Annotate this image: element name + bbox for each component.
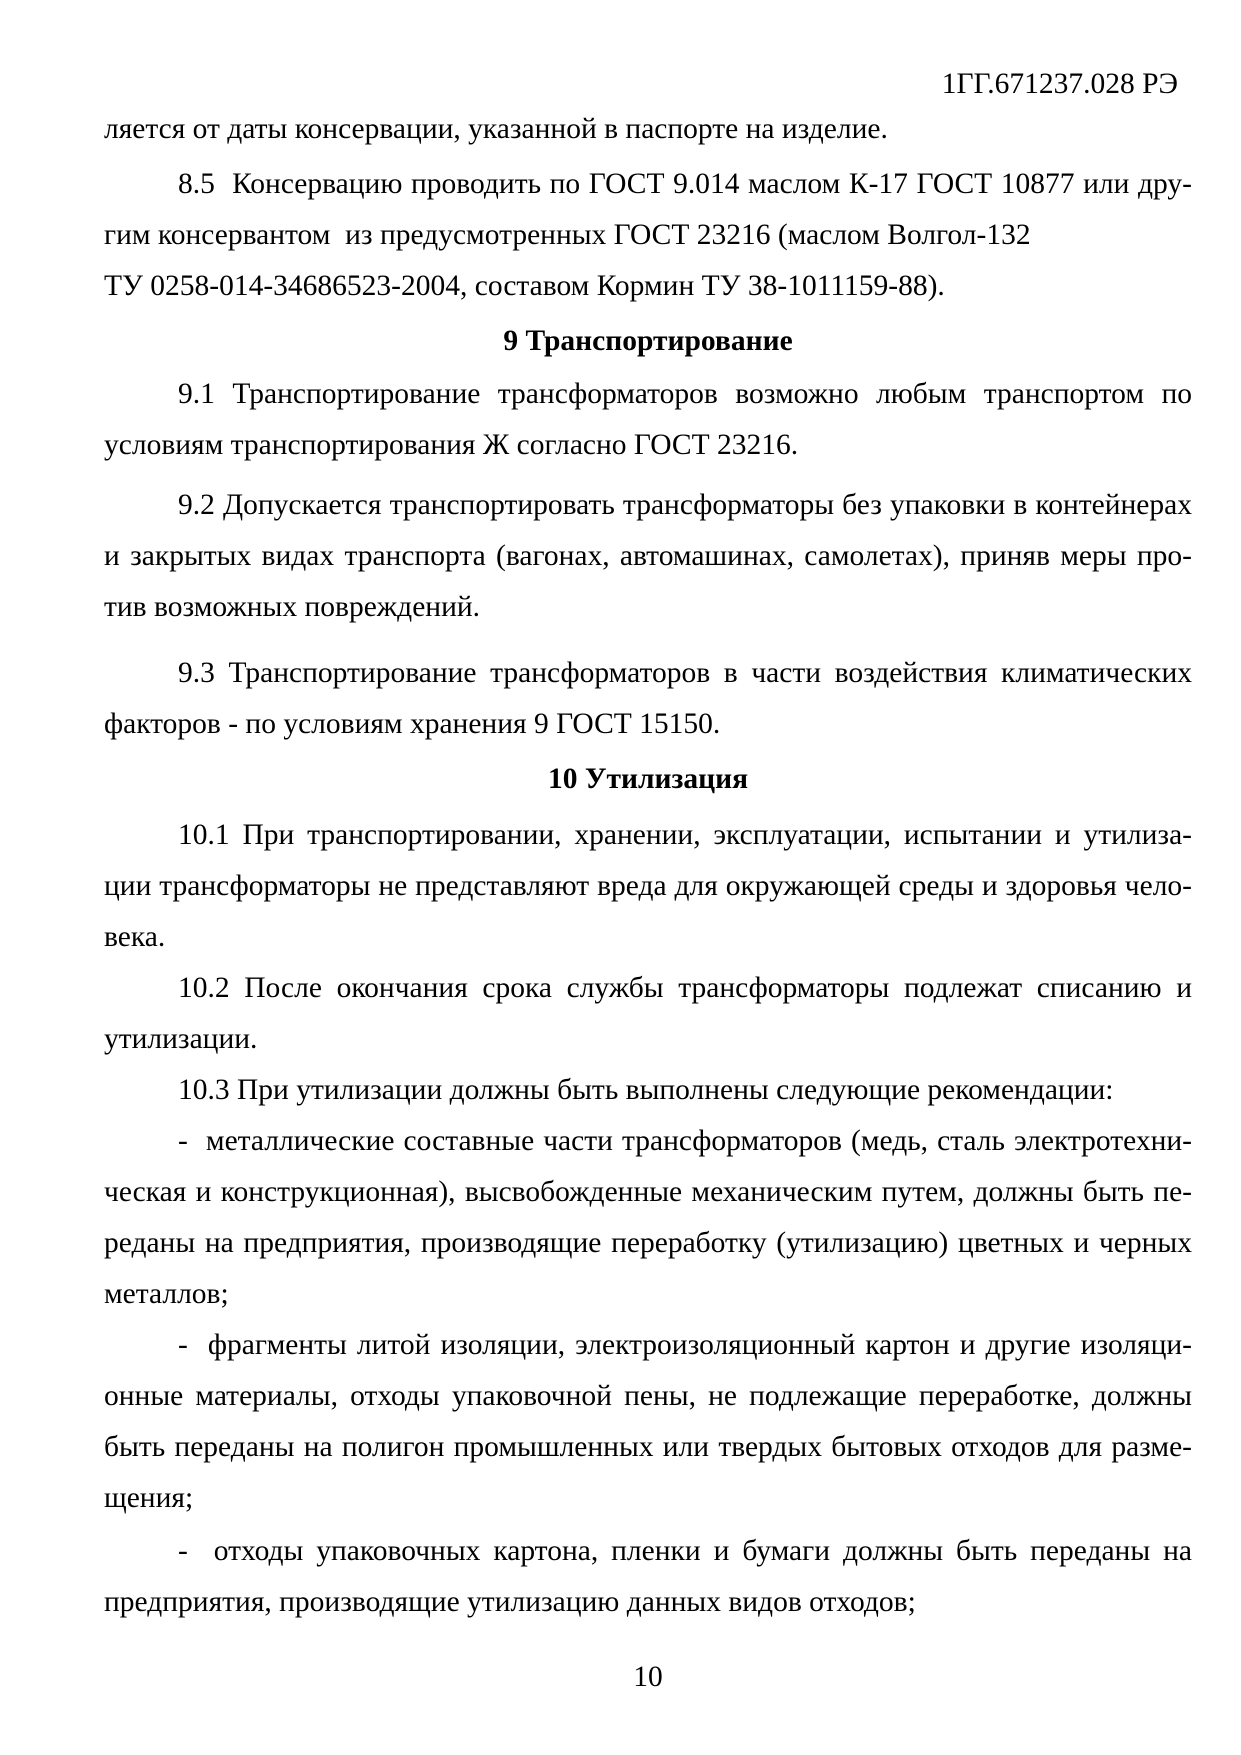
text-line: 10.2 После окончания срока службы трансформаторы подлежат списанию и [178,972,1192,1004]
text-line: и закрытых видах транспорта (вагонах, автомашинах, самолетах), приняв меры про- [104,540,1192,572]
bullet-line: - фрагменты литой изоляции, электроизоляционный картон и другие изоляци- [178,1329,1192,1361]
text-line: 9.1 Транспортирование трансформаторов возможно любым транспортом по [178,378,1192,410]
text-line: 10.1 При транспортировании, хранении, эксплуатации, испытании и утилиза- [178,819,1192,851]
text-line: утилизации. [104,1023,258,1055]
text-line: 9.3 Транспортирование трансформаторов в части воздействия климатических [178,657,1192,689]
text-line: онные материалы, отходы упаковочной пены, не подлежащие переработке, должны [104,1380,1192,1412]
text-line: тив возможных повреждений. [104,591,481,623]
doc-code: 1ГГ.671237.028 РЭ [941,68,1178,100]
text-line: металлов; [104,1278,229,1310]
text-line: 9.2 Допускается транспортировать трансформаторы без упаковки в контейнерах [178,489,1192,521]
text-line: быть переданы на полигон промышленных или твердых бытовых отходов для разме- [104,1431,1192,1463]
text-line: 8.5 Консервацию проводить по ГОСТ 9.014 маслом К-17 ГОСТ 10877 или дру- [178,168,1192,200]
text-line: факторов - по условиям хранения 9 ГОСТ 15150. [104,708,721,740]
text-line: условиям транспортирования Ж согласно ГОСТ 23216. [104,429,799,461]
text-line: предприятия, производящие утилизацию данных видов отходов; [104,1586,916,1618]
text-line: века. [104,921,166,953]
section-heading-utilization: 10 Утилизация [547,763,749,795]
bullet-line: - металлические составные части трансформаторов (медь, сталь электротехни- [178,1125,1192,1157]
bullet-line: - отходы упаковочных картона, пленки и бумаги должны быть переданы на [178,1535,1192,1567]
text-line: щения; [104,1482,194,1514]
page-number: 10 [633,1661,663,1693]
section-heading-transport: 9 Транспортирование [503,325,793,357]
text-line: ляется от даты консервации, указанной в паспорте на изделие. [104,113,888,145]
text-line: ческая и конструкционная), высвобожденные механическим путем, должны быть пе- [104,1176,1192,1208]
text-line: ТУ 0258-014-34686523-2004, составом Кормин ТУ 38-1011159-88). [104,270,945,302]
text-line: 10.3 При утилизации должны быть выполнены следующие рекомендации: [178,1074,1114,1106]
text-line: ции трансформаторы не представляют вреда для окружающей среды и здоровья чело- [104,870,1192,902]
text-line: реданы на предприятия, производящие переработку (утилизацию) цветных и черных [104,1227,1192,1259]
text-line: гим консервантом из предусмотренных ГОСТ 23216 (маслом Волгол-132 [104,219,1031,251]
